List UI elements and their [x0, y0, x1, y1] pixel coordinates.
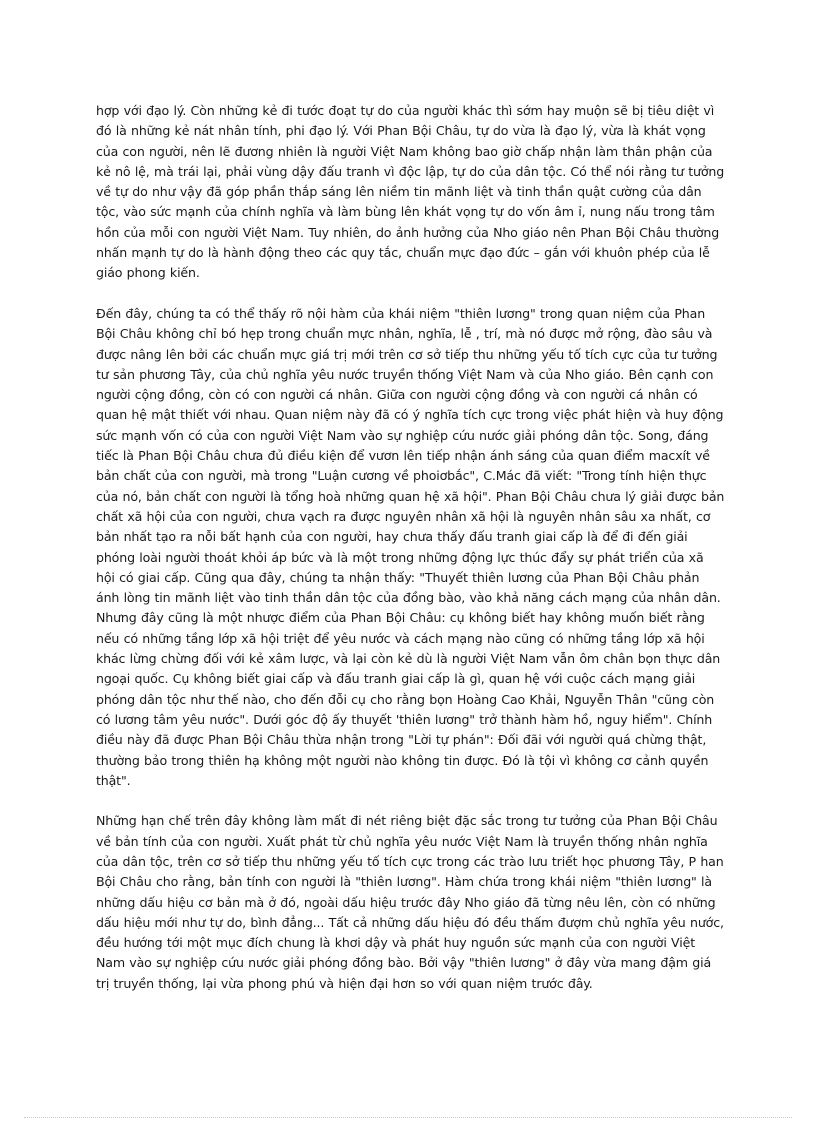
paragraph-1: hợp với đạo lý. Còn những kẻ đi tước đoạt tự do của người khác thì sớm hay muộn sẽ bị tiêu diệt vì đó là những kẻ nát nhân tính, phi đạo lý. Với Phan Bội Châu, tự do vừa là đạo lý, vừa là khát vọng của con người, nên lẽ đương nhiên là người Việt Nam không bao giờ chấp nhận làm thân phận của kẻ nô lệ, mà trái lại, phải vùng dậy đấu tranh vì độc lập, tự do của dân tộc. Có thể nói rằng tư tưởng về tự do như vậy đã góp phần thắp sáng lên niềm tin mãnh liệt và tinh thần quật cường của dân tộc, vào sức mạnh của chính nghĩa và làm bùng lên khát vọng tự do vốn âm ỉ, nung nấu trong tâm hồn của mỗi con người Việt Nam. Tuy nhiên, do ảnh hưởng của Nho giáo nên Phan Bội Châu thường nhấn mạnh tự do là hành động theo các quy tắc, chuẩn mực đạo đức – gắn với khuôn phép của lễ giáo phong kiến. [96, 103, 725, 281]
page-footer-divider [24, 1117, 792, 1118]
paragraph-2: Đến đây, chúng ta có thể thấy rõ nội hàm của khái niệm "thiên lương" trong quan niệm của Phan Bội Châu không chỉ bó hẹp trong chuẩn mực nhân, nghĩa, lễ , trí, mà nó được mở rộng, đào sâu và được nâng lên bởi các chuẩn mực giá trị mới trên cơ sở tiếp thu những yếu tố tích cực của tư tưởng tư sản phương Tây, của chủ nghĩa yêu nước truyền thống Việt Nam và của Nho giáo. Bên cạnh con người cộng đồng, còn có con người cá nhân. Giữa con người cộng đồng và con người cá nhân có quan hệ mật thiết với nhau. Quan niệm này đã có ý nghĩa tích cực trong việc phát hiện và huy động sức mạnh vốn có của con người Việt Nam vào sự nghiệp cứu nước giải phóng dân tộc. Song, đáng tiếc là Phan Bội Châu chưa đủ điều kiện để vươn lên tiếp nhận ánh sáng của quan điểm macxít về bản chất của con người, mà trong "Luận cương về phoiơbắc", C.Mác đã viết: "Trong tính hiện thực của nó, bản chất con người là tổng hoà những quan hệ xã hội". Phan Bội Châu chưa lý giải được bản chất xã hội của con người, chưa vạch ra được nguyên nhân xã hội là nguyên nhân sâu xa nhất, cơ bản nhất tạo ra nỗi bất hạnh của con người, hay chưa thấy đấu tranh giai cấp là để đi đến giải phóng loài người thoát khỏi áp bức và là một trong những động lực thúc đẩy sự phát triển của xã hội có giai cấp. Cũng qua đây, chúng ta nhận thấy: "Thuyết thiên lương của Phan Bội Châu phản ánh lòng tin mãnh liệt vào tinh thần dân tộc của đồng bào, vào khả năng cách mạng của nhân dân. Nhưng đây cũng là một nhược điểm của Phan Bội Châu: cụ không biết hay không muốn biết rằng nếu có những tầng lớp xã hội triệt để yêu nước và cách mạng nào cũng có những tầng lớp xã hội khác lừng chừng đối với kẻ xâm lược, và lại còn kẻ dù là người Việt Nam vẫn ôm chân bọn thực dân ngoại quốc. Cụ không biết giai cấp và đấu tranh giai cấp là gì, quan hệ với cuộc cách mạng giải phóng dân tộc như thế nào, cho đến đỗi cụ cho rằng bọn Hoàng Cao Khải, Nguyễn Thân "cũng còn có lương tâm yêu nước". Dưới góc độ ấy thuyết 'thiên lương" trở thành hàm hồ, nguy hiểm". Chính điều này đã được Phan Bội Châu thừa nhận trong "Lời tự phán": Đối đãi với người quá chừng thật, thường bảo trong thiên hạ không một người nào không tin được. Đó là tội vì không cơ cảnh quyền thật". [96, 305, 725, 788]
document-body [96, 101, 726, 994]
paragraph-3: Những hạn chế trên đây không làm mất đi nét riêng biệt đặc sắc trong tư tưởng của Phan Bội Châu về bản tính của con người. Xuất phát từ chủ nghĩa yêu nước Việt Nam là truyền thống nhân nghĩa của dân tộc, trên cơ sở tiếp thu những yếu tố tích cực trong các trào lưu triết học phương Tây, P han Bội Châu cho rằng, bản tính con người là "thiên lương". Hàm chứa trong khái niệm "thiên lương" là những dấu hiệu cơ bản mà ở đó, ngoài dấu hiệu trước đây Nho giáo đã từng nêu lên, còn có những dấu hiệu mới như tự do, bình đẳng... Tất cả những dấu hiệu đó đều thấm đượm chủ nghĩa yêu nước, đều hướng tới một mục đích chung là khơi dậy và phát huy nguồn sức mạnh của con người Việt Nam vào sự nghiệp cứu nước giải phóng đồng bào. Bởi vậy "thiên lương" ở đây vừa mang đậm giá trị truyền thống, lại vừa phong phú và hiện đại hơn so với quan niệm trước đây. [96, 813, 724, 991]
